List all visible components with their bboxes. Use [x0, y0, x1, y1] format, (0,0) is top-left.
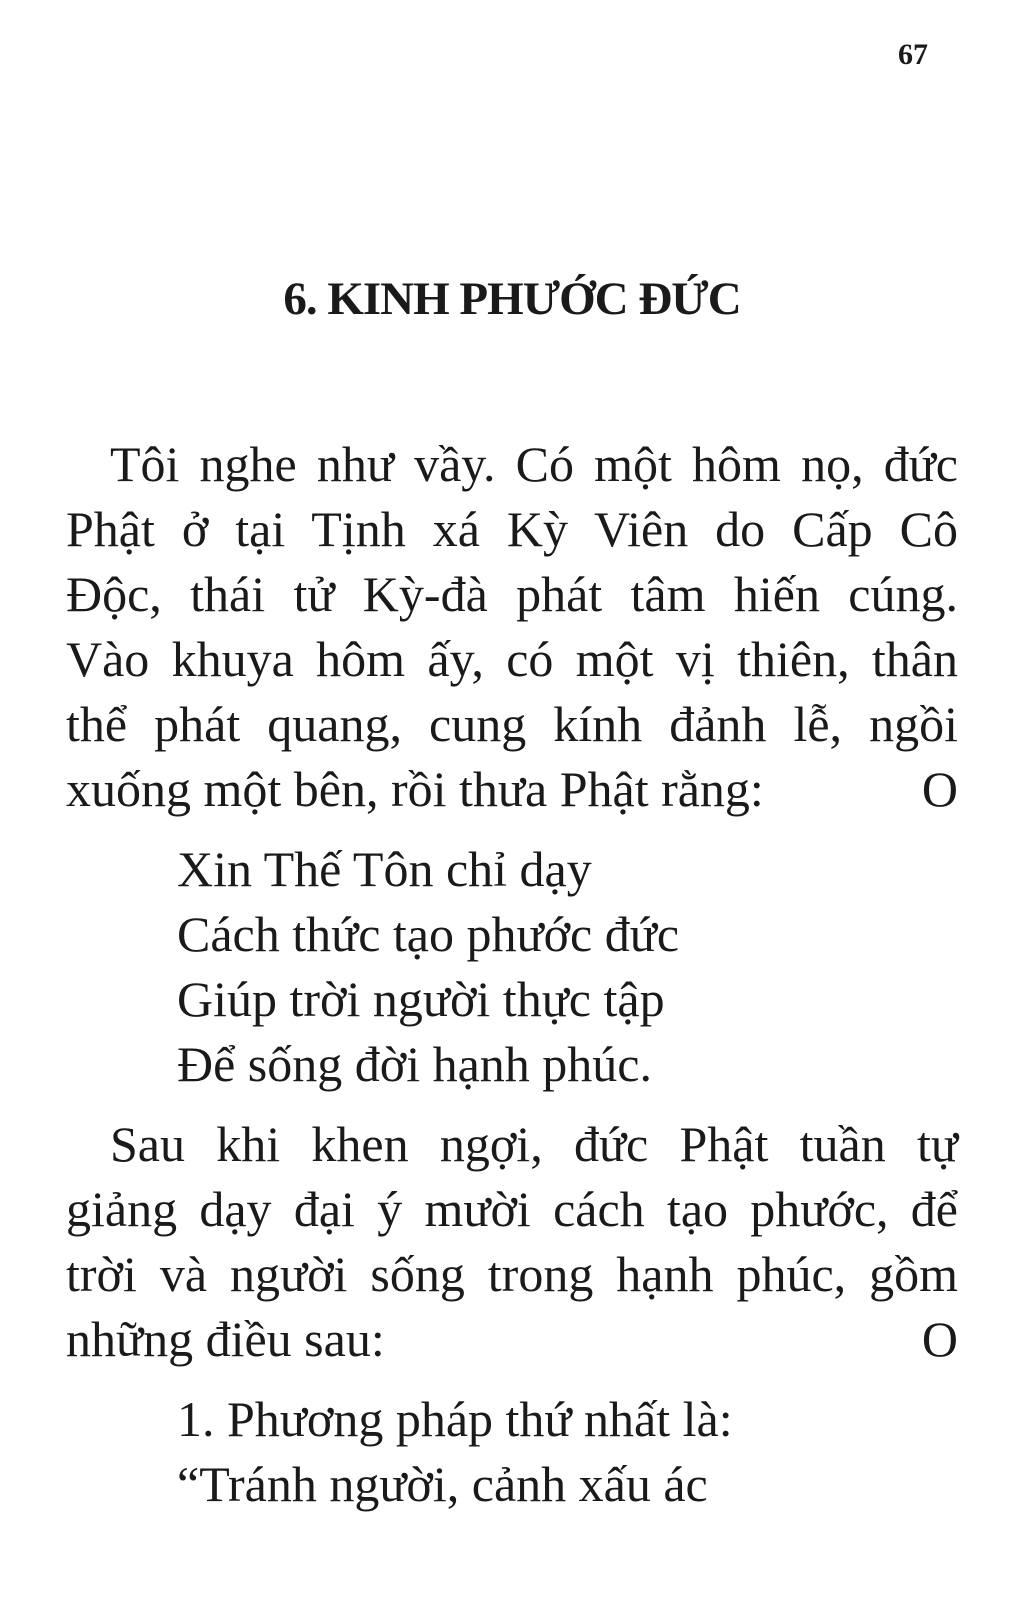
text-line: thể phát quang, cung kính đảnh lễ, ngồi	[66, 696, 958, 752]
text-line: Tôi nghe như vầy. Có một hôm nọ, đức	[110, 436, 958, 492]
verse-line: Xin Thế Tôn chỉ dạy	[177, 841, 592, 897]
verse-method-one	[177, 1387, 733, 1517]
page-number: 67	[898, 38, 928, 71]
bell-mark: O	[921, 761, 958, 817]
text-line: những điều sau:	[66, 1311, 385, 1367]
paragraph-intro	[66, 432, 958, 822]
text-line: Độc, thái tử Kỳ-đà phát tâm hiến cúng.	[66, 566, 958, 622]
paragraph-teaching	[66, 1112, 958, 1372]
verse-line: 1. Phương pháp thứ nhất là:	[177, 1391, 733, 1447]
verse-line: “Tránh người, cảnh xấu ác	[177, 1456, 708, 1512]
text-line: giảng dạy đại ý mười cách tạo phước, để	[66, 1181, 958, 1237]
text-line-with-mark	[66, 1307, 958, 1372]
verse-request	[177, 837, 679, 1097]
verse-line: Để sống đời hạnh phúc.	[177, 1036, 652, 1092]
bell-mark: O	[921, 1311, 958, 1367]
text-line: Sau khi khen ngợi, đức Phật tuần tự	[110, 1116, 958, 1172]
text-line: Phật ở tại Tịnh xá Kỳ Viên do Cấp Cô	[66, 501, 958, 557]
text-line: Vào khuya hôm ấy, có một vị thiên, thân	[66, 631, 958, 687]
text-line-with-mark	[66, 757, 958, 822]
verse-line: Cách thức tạo phước đức	[177, 906, 680, 962]
verse-line: Giúp trời người thực tập	[177, 971, 665, 1027]
text-line: trời và người sống trong hạnh phúc, gồm	[66, 1246, 958, 1302]
chapter-title: 6. KINH PHƯỚC ĐỨC	[283, 273, 741, 325]
text-line: xuống một bên, rồi thưa Phật rằng:	[66, 761, 764, 817]
